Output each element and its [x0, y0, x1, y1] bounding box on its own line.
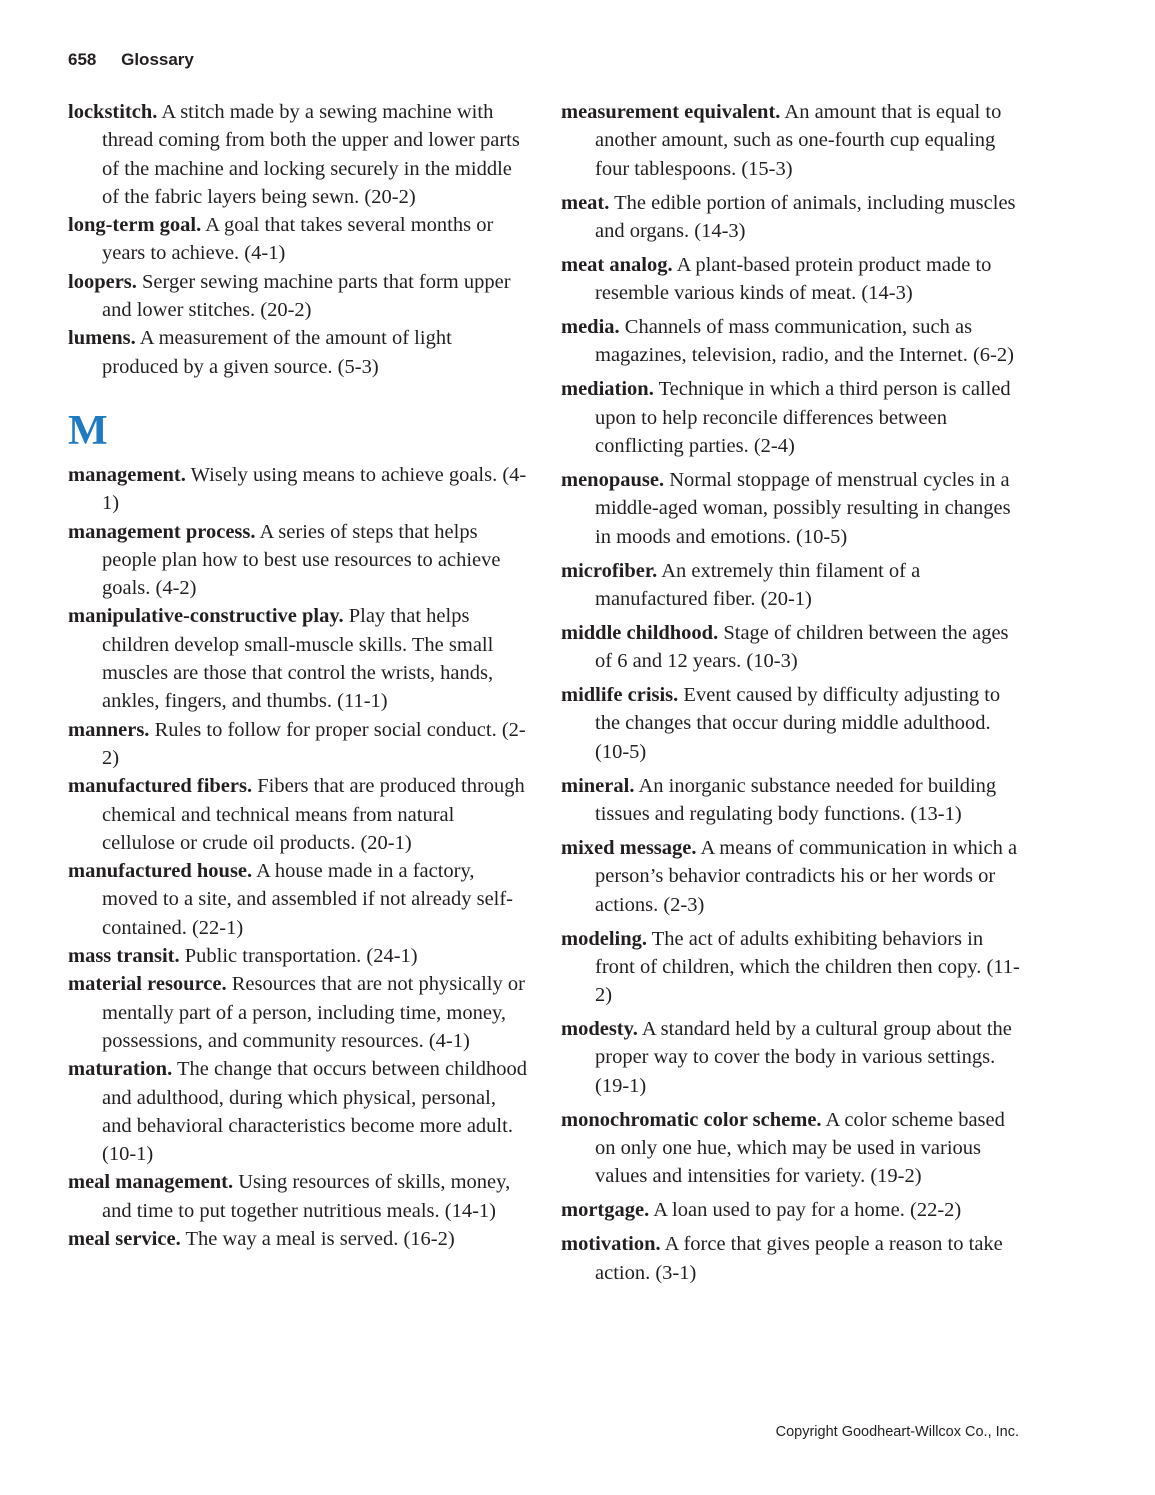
glossary-term: mineral. — [561, 774, 635, 797]
glossary-entry — [68, 518, 530, 603]
glossary-entry — [561, 1015, 1023, 1100]
glossary-entry — [68, 970, 530, 1055]
glossary-term: menopause. — [561, 469, 665, 491]
glossary-entry — [561, 189, 1023, 246]
glossary-definition: The way a meal is served. (16-2) — [180, 1227, 455, 1250]
glossary-definition: An amount that is equal to another amount, such as one-fourth cup equaling four tablespoons. (15-3) — [595, 101, 1002, 180]
glossary-entry — [561, 313, 1023, 370]
glossary-term: mortgage. — [561, 1199, 650, 1222]
glossary-definition: A standard held by a cultural group about the proper way to cover the body in various settings. (19-1) — [595, 1018, 1012, 1097]
glossary-term: loopers. — [68, 270, 137, 293]
glossary-entry — [561, 619, 1023, 676]
glossary-entry — [68, 98, 530, 211]
glossary-list-m-continued — [561, 98, 1023, 1287]
glossary-entry — [68, 772, 530, 857]
glossary-definition: Event caused by difficulty adjusting to the changes that occur during middle adulthood. (10-5) — [595, 684, 1001, 763]
glossary-entry — [561, 925, 1023, 1010]
glossary-term: management. — [68, 463, 186, 486]
glossary-definition: A house made in a factory, moved to a site, and assembled if not already self-contained. (22-1) — [102, 860, 514, 939]
glossary-entry — [68, 942, 530, 970]
glossary-entry — [561, 98, 1023, 183]
copyright-footer: Copyright Goodheart-Willcox Co., Inc. — [775, 1424, 1019, 1440]
glossary-term: manners. — [68, 718, 150, 741]
glossary-term: middle childhood. — [561, 621, 719, 644]
glossary-term: meat. — [561, 191, 610, 214]
glossary-term: modesty. — [561, 1018, 638, 1041]
glossary-definition: The change that occurs between childhood and adulthood, during which physical, personal, and behavioral characteristics become more adult. (10-1) — [102, 1058, 528, 1166]
section-title: Glossary — [121, 50, 194, 69]
glossary-entry — [561, 1230, 1023, 1287]
glossary-term: monochromatic color scheme. — [561, 1108, 822, 1131]
glossary-entry — [68, 461, 530, 518]
glossary-definition: Stage of children between the ages of 6 and 12 years. (10-3) — [595, 621, 1009, 673]
glossary-definition: An inorganic substance needed for building tissues and regulating body functions. (13-1) — [595, 774, 997, 826]
glossary-term: media. — [561, 316, 620, 339]
glossary-entry — [561, 681, 1023, 766]
glossary-entry — [68, 1055, 530, 1168]
glossary-term: lockstitch. — [68, 101, 158, 123]
glossary-term: meal management. — [68, 1171, 234, 1194]
glossary-entry — [68, 857, 530, 942]
glossary-entry — [561, 1196, 1023, 1224]
glossary-definition: A means of communication in which a person’s behavior contradicts his or her words or actions. (2-3) — [595, 837, 1018, 916]
glossary-entry — [68, 602, 530, 715]
glossary-term: management process. — [68, 520, 256, 543]
left-column — [68, 98, 530, 1253]
glossary-definition: A loan used to pay for a home. (22-2) — [649, 1199, 962, 1222]
glossary-term: long-term goal. — [68, 214, 202, 237]
glossary-definition: Channels of mass communication, such as magazines, television, radio, and the Internet. (6-2) — [595, 316, 1014, 367]
glossary-definition: A force that gives people a reason to take action. (3-1) — [595, 1233, 1003, 1284]
page-header — [68, 50, 194, 70]
glossary-term: microfiber. — [561, 559, 658, 582]
glossary-list-m — [68, 461, 530, 1253]
glossary-definition: Rules to follow for proper social conduct. (2-2) — [102, 718, 526, 769]
glossary-term: manipulative-constructive play. — [68, 605, 344, 628]
glossary-term: manufactured house. — [68, 860, 253, 883]
glossary-entry — [561, 251, 1023, 308]
glossary-definition: A measurement of the amount of light produced by a given source. (5-3) — [102, 327, 452, 378]
glossary-entry — [68, 1225, 530, 1253]
glossary-term: meat analog. — [561, 253, 673, 276]
glossary-definition: A color scheme based on only one hue, which may be used in various values and intensities for variety. (19-2) — [595, 1108, 1005, 1188]
glossary-definition: Serger sewing machine parts that form upper and lower stitches. (20-2) — [102, 270, 511, 322]
glossary-term: material resource. — [68, 973, 227, 996]
glossary-term: mediation. — [561, 378, 654, 401]
glossary-entry — [68, 211, 530, 268]
glossary-term: meal service. — [68, 1227, 181, 1250]
glossary-definition: Technique in which a third person is called upon to help reconcile differences between conflicting parties. (2-4) — [595, 378, 1011, 458]
glossary-entry — [68, 268, 530, 325]
glossary-definition: A series of steps that helps people plan how to best use resources to achieve goals. (4-2) — [102, 520, 501, 600]
glossary-definition: The act of adults exhibiting behaviors in front of children, which the children then copy. (11-2) — [595, 927, 1020, 1007]
glossary-definition: Using resources of skills, money, and time to put together nutritious meals. (14-1) — [102, 1171, 511, 1222]
glossary-term: midlife crisis. — [561, 684, 679, 707]
section-letter: M — [68, 407, 108, 454]
right-column — [561, 98, 1023, 1293]
glossary-entry — [561, 772, 1023, 829]
glossary-definition: Normal stoppage of menstrual cycles in a middle-aged woman, possibly resulting in changes in moods and emotions. (10-5) — [595, 469, 1011, 548]
glossary-entry — [68, 1168, 530, 1225]
glossary-definition: Resources that are not physically or mentally part of a person, including time, money, possessions, and community resources. (4-1) — [102, 973, 525, 1052]
glossary-definition: Play that helps children develop small-muscle skills. The small muscles are those that control the wrists, hands, ankles, fingers, and thumbs. (11-1) — [102, 605, 494, 713]
glossary-term: maturation. — [68, 1058, 173, 1081]
glossary-entry — [68, 716, 530, 773]
glossary-term: mass transit. — [68, 945, 180, 968]
glossary-definition: A goal that takes several months or years to achieve. (4-1) — [102, 214, 494, 265]
glossary-definition: A plant-based protein product made to resemble various kinds of meat. (14-3) — [595, 253, 992, 305]
glossary-term: modeling. — [561, 927, 647, 950]
glossary-entry — [68, 324, 530, 381]
glossary-term: motivation. — [561, 1233, 661, 1256]
glossary-definition: Fibers that are produced through chemical and technical means from natural cellulose or crude oil products. (20-1) — [102, 775, 525, 854]
glossary-definition: Wisely using means to achieve goals. (4-1) — [102, 463, 527, 515]
glossary-term: manufactured fibers. — [68, 775, 253, 798]
glossary-entry — [561, 557, 1023, 614]
page-number: 658 — [68, 50, 97, 69]
glossary-definition: An extremely thin filament of a manufactured fiber. (20-1) — [595, 559, 921, 610]
glossary-entry — [561, 1106, 1023, 1191]
glossary-entry — [561, 834, 1023, 919]
glossary-definition: The edible portion of animals, including muscles and organs. (14-3) — [595, 191, 1016, 242]
glossary-list-l — [68, 98, 530, 381]
glossary-definition: Public transportation. (24-1) — [179, 945, 418, 968]
glossary-term: lumens. — [68, 327, 136, 350]
glossary-definition: A stitch made by a sewing machine with thread coming from both the upper and lower parts of the machine and locking securely in the middle of the fabric layers being sewn. (20-2) — [102, 101, 520, 208]
glossary-term: mixed message. — [561, 837, 697, 859]
glossary-entry — [561, 375, 1023, 460]
glossary-entry — [561, 466, 1023, 551]
glossary-term: measurement equivalent. — [561, 101, 781, 123]
